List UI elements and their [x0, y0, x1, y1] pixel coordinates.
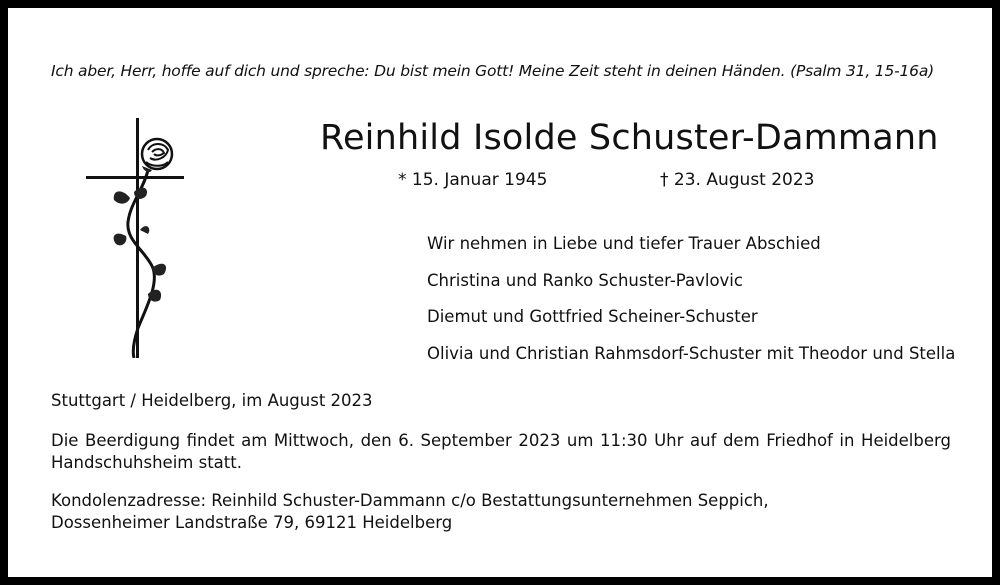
deceased-name: Reinhild Isolde Schuster-Dammann [320, 118, 939, 158]
funeral-info-line: Die Beerdigung findet am Mittwoch, den 6. September 2023 um 11:30 Uhr auf dem Friedhof in Heidelberg [51, 431, 951, 450]
mourner-entry: Diemut und Gottfried Scheiner-Schuster [427, 307, 758, 326]
cross-with-rose-icon [86, 118, 196, 358]
mourners-list [427, 226, 955, 372]
funeral-info-line: Handschuhsheim statt. [51, 453, 242, 472]
birth-date: * 15. Januar 1945 [398, 170, 548, 190]
death-date: † 23. August 2023 [660, 170, 815, 190]
farewell-line: Wir nehmen in Liebe und tiefer Trauer Abschied [427, 234, 821, 253]
funeral-info [51, 430, 951, 474]
obituary-notice [8, 8, 992, 577]
condolence-address [51, 490, 951, 534]
mourner-entry: Olivia und Christian Rahmsdorf-Schuster mit Theodor und Stella [427, 343, 956, 363]
psalm-quote: Ich aber, Herr, hoffe auf dich und spreche: Du bist mein Gott! Meine Zeit steht in deinen Händen. (Psalm 31, 15-16a) [51, 62, 934, 80]
condolence-address-line: Kondolenzadresse: Reinhild Schuster-Dammann c/o Bestattungsunternehmen Seppich, [51, 491, 769, 510]
mourner-entry: Christina und Ranko Schuster-Pavlovic [427, 270, 743, 290]
condolence-address-line: Dossenheimer Landstraße 79, 69121 Heidelberg [51, 513, 453, 532]
place-and-date: Stuttgart / Heidelberg, im August 2023 [51, 391, 373, 410]
